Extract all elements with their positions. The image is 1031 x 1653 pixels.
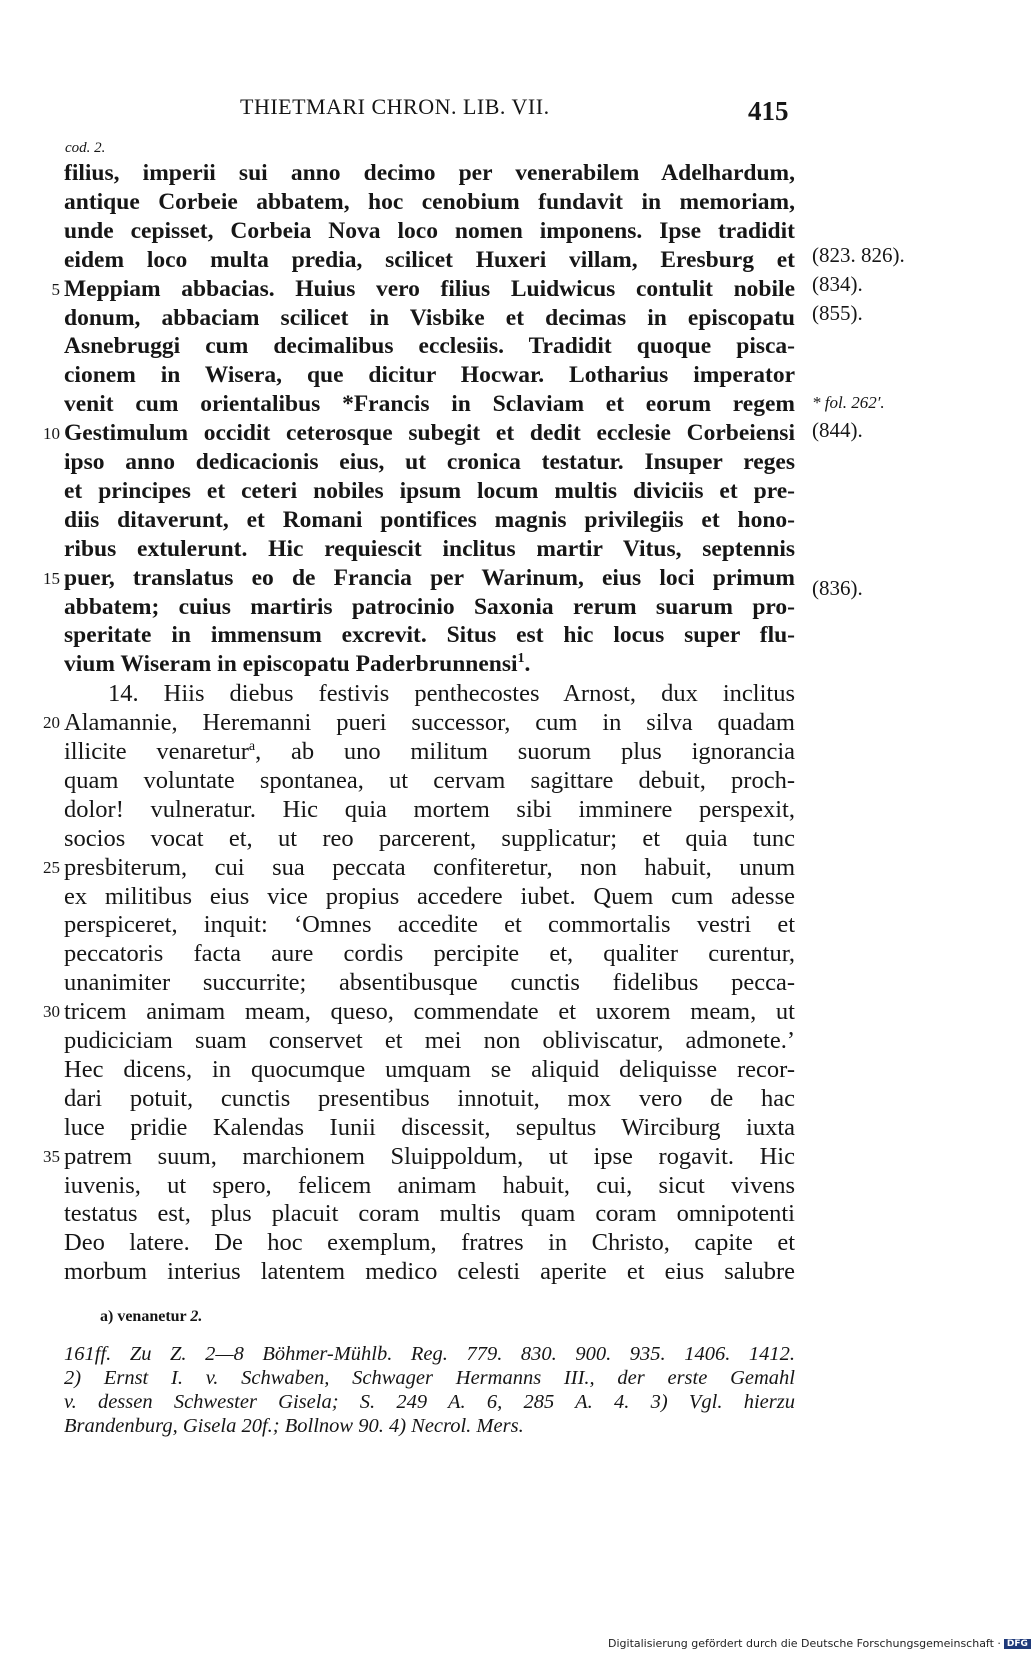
text-line: [64, 853, 795, 882]
apparatus-variant: a) venanetur: [100, 1308, 187, 1325]
text-line: [64, 535, 795, 564]
text-line: [64, 593, 795, 622]
text-line: [64, 477, 795, 506]
text-line-content: tricem animam meam, queso, commendate et uxorem meam, ut: [64, 998, 795, 1025]
text-line: [64, 910, 795, 939]
text-line-content: Meppiam abbacias. Huius vero filius Luidwicus contulit nobile: [64, 276, 795, 302]
text-line-content: perspiceret, inquit: ‘Omnes accedite et commortalis vestri et: [64, 911, 795, 938]
text-line-content: ex militibus eius vice propius accedere iubet. Quem cum adesse: [64, 883, 795, 910]
text-line-content: unanimiter succurrite; absentibusque cunctis fidelibus pecca-: [64, 969, 795, 996]
text-line: [64, 968, 795, 997]
text-line-content: puer, translatus eo de Francia per Warinum, eius loci primum: [64, 565, 795, 591]
text-line-content: dolor! vulneratur. Hic quia mortem sibi imminere perspexit,: [64, 796, 795, 823]
text-line: [64, 679, 795, 708]
text-line-content: illicite venaretur: [64, 738, 249, 765]
text-line: [64, 448, 795, 477]
text-line-content: 14. Hiis diebus festivis penthecostes Arnost, dux inclitus: [108, 680, 795, 707]
text-line: [64, 246, 795, 275]
page-number: 415: [748, 96, 789, 126]
text-line-content: dari potuit, cunctis presentibus innotuit, mox vero de hac: [64, 1085, 795, 1112]
commentary-line: v. dessen Schwester Gisela; S. 249 A. 6, 285 A. 4. 3) Vgl. hierzu: [64, 1391, 795, 1413]
text-line-content: socios vocat et, ut reo parcerent, supplicatur; et quia tunc: [64, 825, 795, 852]
text-line: [64, 621, 795, 650]
text-line: [64, 419, 795, 448]
text-line: [64, 332, 795, 361]
text-line-content: patrem suum, marchionem Sluippoldum, ut ipse rogavit. Hic: [64, 1143, 795, 1170]
text-line: [64, 708, 795, 737]
text-line-tail: .: [524, 651, 531, 677]
commentary-line: 161ff. Zu Z. 2—8 Böhmer-Mühlb. Reg. 779. 830. 900. 935. 1406. 1412.: [64, 1343, 795, 1365]
text-line: [64, 1171, 795, 1200]
text-line-content: abbatem; cuius martiris patrocinio Saxonia rerum suarum pro-: [64, 594, 795, 620]
line-number: 25: [43, 858, 60, 877]
text-line-content: Gestimulum occidit ceterosque subegit et dedit ecclesie Corbeiensi: [64, 420, 795, 446]
text-line: [64, 1084, 795, 1113]
text-line: [64, 795, 795, 824]
text-line-content: filius, imperii sui anno decimo per venerabilem Adelhardum,: [64, 160, 795, 186]
margin-date: (836).: [812, 576, 863, 600]
text-line-content: vium Wiseram in episcopatu Paderbrunnensi: [64, 651, 518, 677]
digitization-credit: [608, 1637, 1031, 1650]
text-line-content: diis ditaverunt, et Romani pontifices magnis privilegiis et hono-: [64, 507, 795, 533]
text-line-content: iuvenis, ut spero, felicem animam habuit, cui, sicut vivens: [64, 1172, 795, 1199]
text-line: [64, 882, 795, 911]
text-line: [64, 997, 795, 1026]
line-number: 5: [51, 280, 60, 299]
digitization-text: Digitalisierung gefördert durch die Deutsche Forschungsgemeinschaft ·: [608, 1637, 1001, 1650]
text-line: [64, 737, 795, 766]
margin-date: (844).: [812, 418, 863, 442]
text-line: [64, 217, 795, 246]
text-line-content: Alamannie, Heremanni pueri successor, cum in silva quadam: [64, 709, 795, 736]
text-line: [64, 304, 795, 333]
footnote-ref: 1: [517, 651, 525, 667]
footnote-ref: a: [248, 738, 256, 754]
text-line: [64, 361, 795, 390]
text-line: [64, 650, 795, 679]
text-line: [64, 1026, 795, 1055]
text-line: [64, 1199, 795, 1228]
text-line-content: venit cum orientalibus *Francis in Sclaviam et eorum regem: [64, 391, 795, 417]
text-line-content: eidem loco multa predia, scilicet Huxeri villam, Eresburg et: [64, 247, 795, 273]
text-line-content: donum, abbaciam scilicet in Visbike et decimas in episcopatu: [64, 305, 795, 331]
text-line: [64, 506, 795, 535]
text-line: [64, 1257, 795, 1286]
text-line-content: ribus extulerunt. Hic requiescit inclitus martir Vitus, septennis: [64, 536, 795, 562]
text-line: [64, 1142, 795, 1171]
text-line: [64, 1113, 795, 1142]
text-line-content: testatus est, plus placuit coram multis quam coram omnipotenti: [64, 1200, 795, 1227]
text-line-content: unde cepisset, Corbeia Nova loco nomen imponens. Ipse tradidit: [64, 218, 795, 244]
text-line-content: morbum interius latentem medico celesti aperite et eius salubre: [64, 1258, 795, 1285]
text-line-content: et principes et ceteri nobiles ipsum locum multis diviciis et pre-: [64, 478, 795, 504]
text-line: [64, 1228, 795, 1257]
text-line: [64, 188, 795, 217]
text-line-content: luce pridie Kalendas Iunii discessit, sepultus Wirciburg iuxta: [64, 1114, 795, 1141]
text-line-content: Hec dicens, in quocumque umquam se aliquid deliquisse recor-: [64, 1056, 795, 1083]
text-line: [64, 824, 795, 853]
text-line: [64, 939, 795, 968]
text-line-content: antique Corbeie abbatem, hoc cenobium fundavit in memoriam,: [64, 189, 795, 215]
margin-date: (855).: [812, 301, 863, 325]
commentary-line: 2) Ernst I. v. Schwaben, Schwager Hermanns III., der erste Gemahl: [64, 1367, 795, 1389]
margin-date: (823. 826).: [812, 243, 905, 267]
text-line-content: Deo latere. De hoc exemplum, fratres in Christo, capite et: [64, 1229, 795, 1256]
apparatus-note: [100, 1308, 202, 1326]
text-line: [64, 564, 795, 593]
text-line-content: quam voluntate spontanea, ut cervam sagittare debuit, proch-: [64, 767, 795, 794]
text-line-content: speritate in immensum excrevit. Situs est hic locus super flu-: [64, 622, 795, 648]
line-number: 30: [43, 1002, 60, 1021]
text-line-content: ipso anno dedicacionis eius, ut cronica testatur. Insuper reges: [64, 449, 795, 475]
text-line: [64, 1055, 795, 1084]
dfg-logo: DFG: [1004, 1639, 1031, 1649]
text-line-content: pudiciciam suam conservet et mei non obliviscatur, admonete.’: [64, 1027, 795, 1054]
text-line-content: cionem in Wisera, que dicitur Hocwar. Lotharius imperator: [64, 362, 795, 388]
running-title: THIETMARI CHRON. LIB. VII.: [240, 94, 550, 119]
text-line-tail: , ab uno militum suorum plus ignorancia: [255, 738, 795, 765]
line-number: 10: [43, 424, 60, 443]
line-number: 20: [43, 713, 60, 732]
text-line-content: peccatoris facta aure cordis percipite et, qualiter curentur,: [64, 940, 795, 967]
margin-folio: * fol. 262′.: [812, 393, 885, 412]
text-line-content: presbiterum, cui sua peccata confiteretur, non habuit, unum: [64, 854, 795, 881]
commentary-line: Brandenburg, Gisela 20f.; Bollnow 90. 4) Necrol. Mers.: [64, 1415, 524, 1437]
line-number: 35: [43, 1147, 60, 1166]
codex-note: cod. 2.: [65, 140, 106, 156]
line-number: 15: [43, 569, 60, 588]
text-line: [64, 766, 795, 795]
text-line: [64, 390, 795, 419]
apparatus-source: 2.: [190, 1308, 203, 1325]
text-line: [64, 275, 795, 304]
margin-date: (834).: [812, 272, 863, 296]
text-line: [64, 159, 795, 188]
text-line-content: Asnebruggi cum decimalibus ecclesiis. Tradidit quoque pisca-: [64, 333, 795, 359]
